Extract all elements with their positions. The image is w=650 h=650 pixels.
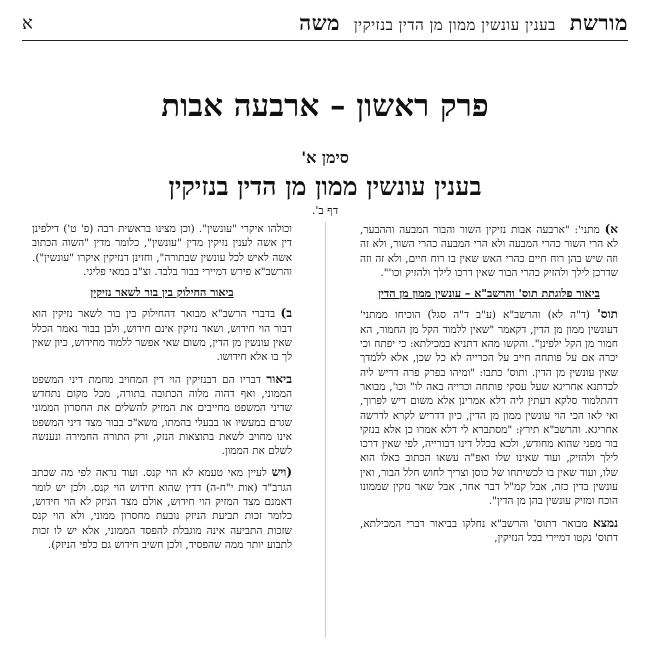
running-title-right: מורשת: [569, 10, 628, 35]
paragraph-lead: נמצא: [592, 515, 618, 530]
chapter-title: פרק ראשון – ארבעה אבות: [161, 88, 489, 124]
section-heading: ביאור פלוגתת תוס' והרשב"א – עונשין ממון מן הדין: [378, 287, 600, 301]
running-title: [299, 10, 628, 36]
section-subtitle: בענין עונשין ממון מן הדין בנזיקין: [168, 172, 482, 201]
paragraph-lead: תוס': [597, 307, 618, 322]
paragraph: [32, 372, 292, 459]
paragraph-lead: א): [604, 222, 618, 236]
header-rule: [22, 40, 628, 41]
right-column: [360, 222, 618, 642]
paragraph-text: מבואר דתוס' והרשב"א נחלקו בביאור דברי המכילתא, דתוס' נקטו דמיירי בכל הנזיקין,: [360, 517, 618, 544]
paragraph-text: דבריו הם דבנזיקין הוי דין המחויב מחמת דיני המשפט הממוני, ואף דהוה מלוה הכתובה בתורה, מכל מקום נתחדש שדיני המשפט מחייבים את המזיק להשלים את החסרון הממוני שגרם במעשיו או בבעלי בהמתו, משא"כ בבור מצד דיני המשפט אינו מחויב לשאת בתוצאות הנזק, ורק התורה החמירה ונענשה לשלם את הממון.: [32, 373, 292, 458]
paragraph: [360, 516, 618, 546]
paragraph: [32, 465, 292, 552]
paragraph-lead: (ויש: [271, 465, 292, 480]
paragraph-lead: ב): [280, 306, 292, 321]
paragraph-lead: ביאור: [266, 371, 292, 386]
paragraph-text: (ד"ה לא) והרשב"א (ע"ב ד"ה סגל) הוכיחו ממתני' דעונשין ממון מן הדין, דקאמר "שאין ללמוד הקל מן החמור, הא חמור מן הקל ילפינן". והקשו מהא דתניא במכילתא: כי יפתח וכי יכרה אם על פותחה חייב על הכרייה לא כל שכן, אלא ללמדך שאין עונשין מן הדין. ותוס' כתבו: "ומיהו בפרק פרה דריש ליה לכדתנא אחריגא שעל עסקי פותחה וכרייה באה לו" וכו', מבואר דהתלמוד סלקא דעתין ליה דלא אמרינן אלא משום דיש לפרוך, ואי לאו הכי הוי עונשין ממון מן הדין, כיון דדריש לקרא לדרשה אחריגא. והרשב"א תירץ: "מסתברא לי דלא אמרו כן אלא בנזקי בור מפני שהוא מחודש, ולכא בכלל דינו דבורייה, לפי שאין דרכו לילך ולהזיק, ועוד שאינו שלו ואפ"ה עשאו הכתוב כאלו הוא שלו, ועוד שאין בו לכשיתחו של כוסן וצריך לחוש חלל הבור, ואין עונשין בדין כזה, אבל קמ"ל דבר אחר, אבל שאר נזקין שממונו הוכח ומזיק עונשין בהן מן הדין".: [360, 309, 618, 508]
running-header: [22, 8, 628, 38]
daf-reference: דף ב'.: [311, 204, 339, 217]
paragraph-text: לעיין מאי טעמא לא הוי קנס. ועוד נראה לפי מה שכתב הגרב"ד (אות י"ח-ה) דדין שהוא חידוש הוי קנס. ולכן יש לומר דאמנם מצד המזיק הוי חידוש, אולם מצד הניזק לא הוי חידוש, כלומר זכות תביעת הניזק נובעת מחסרון ממוני, ולא הוי קנס שזכות התביעה אינה מוגבלת להפסד הממוני, אלא יש לו זכות לתבוע יותר ממה שהפסיד, ולכן חשיב חידוש גם כלפי הניזק).: [32, 467, 292, 551]
paragraph: [32, 306, 292, 364]
paragraph: [360, 222, 618, 280]
left-column: [32, 222, 292, 642]
paragraph-text: מתני': "ארבעה אבות נזיקין השור והבור המבעה וההבער, לא הרי השור כהרי המבעה ולא הרי המבעה כהרי השור, ולא זה וזה שיש בהן רוח חיים כהרי האש שאין בו רוח חיים, ולא זה וזה שדרכן לילך ולהזיק כהרי הבור שאין דרכו לילך ולהזיק וכו'".: [360, 224, 618, 279]
paragraph: [360, 307, 618, 508]
paragraph-text: בדברי הרשב"א מבואר דהחילוק בין בור לשאר נזיקין הוא דבור הוי חידוש, ושאר נזיקין אינם חידוש, ולכן בבור נאמר הכלל שאין עונשין מן הדין, משום שאי אפשר ללמוד מחידוש, כיון שאין לך בו אלא חידושו.: [32, 308, 292, 364]
running-title-left: משה: [299, 10, 341, 35]
paragraph-text: וכולהו איקרי "עונשין". (וכן מצינו בראשית רבה (פ' ט') דילפינן דין אשה לענין נזיקין מדין "עונשין", כלומר מדין "השוה הכתוב אשה לאיש לכל עונשין שבתורה", וחזינן דנזיקין איקרו "עונשין"). והרשב"א פירש דמיירי בבור בלבד. וצ"ב במאי פליגי.: [32, 223, 292, 278]
running-title-middle: בענין עונשין ממון מן הדין בנזיקין: [353, 16, 556, 34]
column-divider: [325, 222, 326, 638]
siman-label: סימן א': [301, 148, 349, 167]
page-number: א: [22, 12, 33, 34]
section-heading: ביאור החילוק בין בור לשאר נזיקין: [90, 286, 234, 300]
paragraph: [32, 222, 292, 279]
